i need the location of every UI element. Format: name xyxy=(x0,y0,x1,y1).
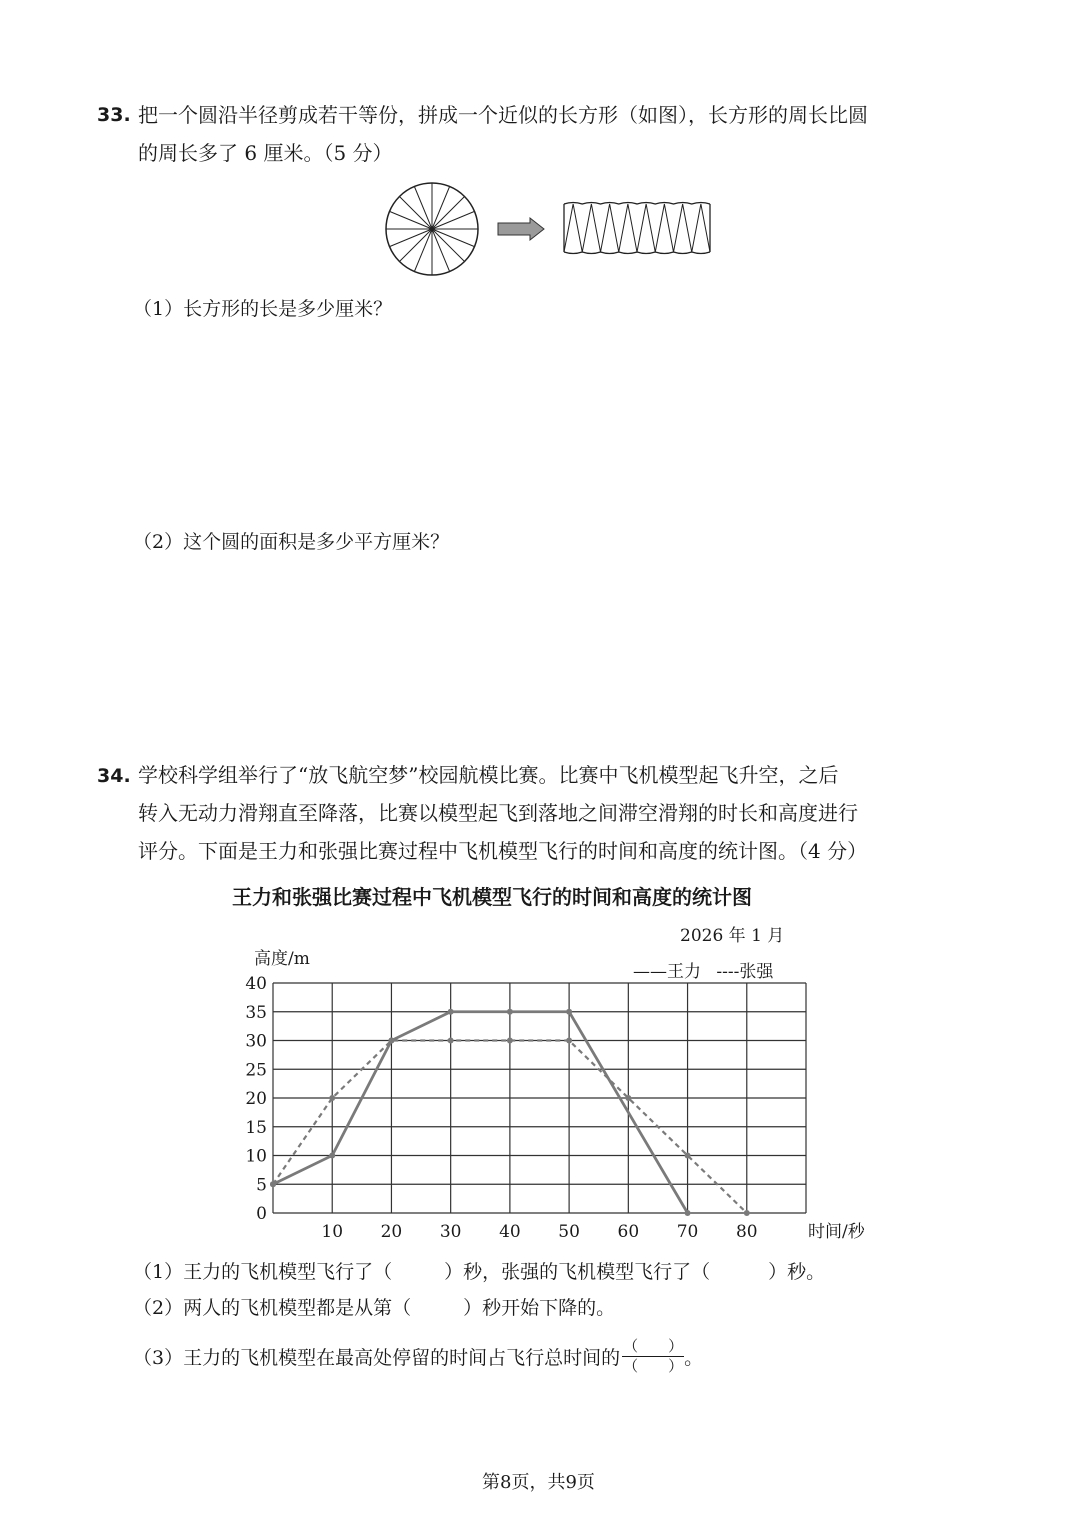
data-point-wangli xyxy=(448,1009,454,1015)
data-point-zhangqiang xyxy=(388,1038,394,1044)
q34-number: 34. xyxy=(97,765,131,787)
x-tick-label: 40 xyxy=(499,1222,521,1242)
y-tick-label: 0 xyxy=(256,1204,267,1224)
answer-fraction xyxy=(622,1338,684,1375)
q34-stem-line2: 转入无动力滑翔直至降落，比赛以模型起飞到落地之间滞空滑翔的时长和高度进行 xyxy=(138,801,858,825)
data-point-zhangqiang xyxy=(744,1210,750,1216)
q34-sub2-part-b: ）秒开始下降的。 xyxy=(463,1297,616,1319)
data-point-zhangqiang xyxy=(270,1181,276,1187)
data-point-wangli xyxy=(507,1009,513,1015)
y-tick-label: 15 xyxy=(245,1117,267,1138)
legend-wangli: 王力 xyxy=(667,962,701,982)
legend-solid-mark: —— xyxy=(633,962,667,982)
legend-zhangqiang: 张强 xyxy=(739,962,774,982)
y-tick-label: 25 xyxy=(245,1060,267,1081)
q34-sub1-part-c: ）秒。 xyxy=(768,1261,826,1283)
q34-sub3-part-a: （3）王力的飞机模型在最高处停留的时间占飞行总时间的 xyxy=(133,1347,621,1369)
arrow-icon xyxy=(498,218,544,240)
page-footer: 第8页，共9页 xyxy=(482,1472,595,1493)
y-axis-label: 高度/m xyxy=(254,949,310,969)
q34-sub1-part-b: ）秒，张强的飞机模型飞行了（ xyxy=(444,1261,711,1283)
x-tick-label: 20 xyxy=(380,1222,403,1242)
circle-to-rectangle-figure xyxy=(380,180,720,280)
q34-sub2-part-a: （2）两人的飞机模型都是从第（ xyxy=(133,1297,412,1319)
q34-sub1 xyxy=(133,1257,825,1284)
data-point-zhangqiang xyxy=(507,1038,513,1044)
y-tick-label: 35 xyxy=(245,1002,267,1023)
fraction-denominator: （ ） xyxy=(623,1357,684,1375)
data-point-wangli xyxy=(566,1009,572,1015)
data-point-wangli xyxy=(685,1210,691,1216)
q34-sub1-part-a: （1）王力的飞机模型飞行了（ xyxy=(133,1261,393,1283)
line-chart xyxy=(230,970,870,1250)
data-point-zhangqiang xyxy=(566,1038,572,1044)
fraction-numerator: （ ） xyxy=(623,1337,684,1355)
x-tick-label: 70 xyxy=(676,1222,699,1242)
q33-sub1: （1）长方形的长是多少厘米？ xyxy=(133,298,393,320)
q34-sub3-part-b: 。 xyxy=(684,1347,704,1369)
chart-date: 2026 年 1 月 xyxy=(680,926,785,946)
q33-number: 33. xyxy=(97,104,131,126)
q34-sub3 xyxy=(133,1338,703,1375)
data-point-wangli xyxy=(329,1153,335,1159)
y-tick-label: 40 xyxy=(245,974,267,994)
y-tick-label: 30 xyxy=(245,1031,267,1052)
legend-dashed-mark: ---- xyxy=(716,962,740,982)
y-tick-label: 10 xyxy=(245,1146,267,1167)
x-tick-label: 60 xyxy=(617,1222,640,1242)
grid xyxy=(273,983,806,1213)
q34-stem-line3: 评分。下面是王力和张强比赛过程中飞机模型飞行的时间和高度的统计图。（4 分） xyxy=(138,839,868,863)
q33-sub2: （2）这个圆的面积是多少平方厘米？ xyxy=(133,531,450,553)
x-tick-label: 80 xyxy=(735,1222,758,1242)
data-point-zhangqiang xyxy=(685,1153,691,1159)
x-axis-label: 时间/秒 xyxy=(808,1222,865,1242)
chart-title: 王力和张强比赛过程中飞机模型飞行的时间和高度的统计图 xyxy=(232,885,752,909)
data-point-zhangqiang xyxy=(448,1038,454,1044)
x-tick-label: 50 xyxy=(558,1222,580,1242)
q34-sub2 xyxy=(133,1293,615,1320)
x-tick-label: 10 xyxy=(321,1222,344,1242)
series-line-wangli xyxy=(273,1012,688,1213)
y-tick-label: 5 xyxy=(256,1175,267,1196)
q33-stem-line2: 的周长多了 6 厘米。（5 分） xyxy=(138,141,393,165)
divided-circle-figure xyxy=(386,183,478,275)
data-point-zhangqiang xyxy=(329,1095,335,1101)
y-tick-label: 20 xyxy=(245,1089,267,1109)
approx-rectangle-figure xyxy=(564,203,710,254)
q33-stem-line1: 把一个圆沿半径剪成若干等份，拼成一个近似的长方形（如图），长方形的周长比圆 xyxy=(138,103,868,127)
x-tick-label: 30 xyxy=(439,1222,462,1242)
data-point-zhangqiang xyxy=(625,1095,631,1101)
q34-stem-line1: 学校科学组举行了“放飞航空梦”校园航模比赛。比赛中飞机模型起飞升空，之后 xyxy=(138,763,839,787)
